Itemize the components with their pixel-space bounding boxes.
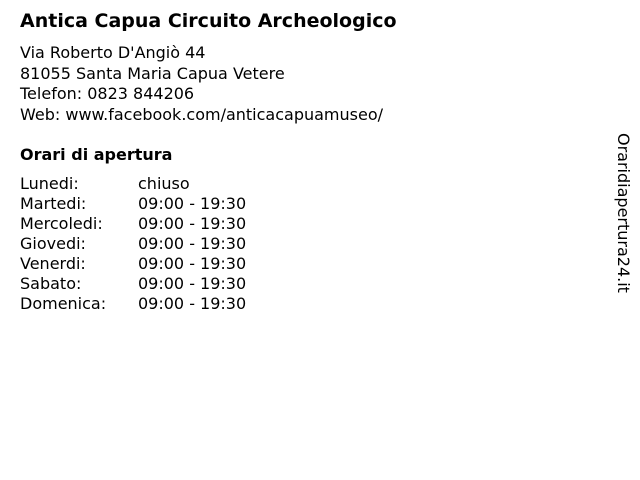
hours-value: 09:00 - 19:30 — [138, 294, 247, 313]
hours-row-saturday — [20, 274, 320, 294]
day-label: Lunedi: — [20, 174, 79, 193]
day-label: Mercoledi: — [20, 214, 103, 233]
hours-row-wednesday — [20, 214, 320, 234]
hours-value: 09:00 - 19:30 — [138, 274, 247, 293]
business-name: Antica Capua Circuito Archeologico — [20, 10, 397, 32]
day-label: Venerdi: — [20, 254, 86, 273]
hours-value: 09:00 - 19:30 — [138, 194, 247, 213]
opening-hours-table — [20, 174, 320, 314]
hours-value: 09:00 - 19:30 — [138, 254, 247, 273]
hours-value: 09:00 - 19:30 — [138, 234, 247, 253]
website-link[interactable]: Web: www.facebook.com/anticacapuamuseo/ — [20, 104, 384, 124]
day-label: Domenica: — [20, 294, 107, 313]
hours-row-tuesday — [20, 194, 320, 214]
opening-hours-heading: Orari di apertura — [20, 145, 173, 164]
site-watermark-text: Oraridiapertura24.it — [614, 133, 633, 293]
hours-row-friday — [20, 254, 320, 274]
site-watermark — [613, 133, 633, 313]
hours-row-monday — [20, 174, 320, 194]
street-address: Via Roberto D'Angiò 44 — [20, 43, 206, 62]
city-address: 81055 Santa Maria Capua Vetere — [20, 63, 285, 83]
day-label: Giovedi: — [20, 234, 86, 253]
hours-value: 09:00 - 19:30 — [138, 214, 247, 233]
day-label: Martedi: — [20, 194, 87, 213]
hours-row-sunday — [20, 294, 320, 314]
business-address-block — [20, 43, 383, 125]
hours-value: chiuso — [138, 174, 190, 193]
hours-row-thursday — [20, 234, 320, 254]
phone-number: Telefon: 0823 844206 — [20, 84, 195, 103]
day-label: Sabato: — [20, 274, 82, 293]
